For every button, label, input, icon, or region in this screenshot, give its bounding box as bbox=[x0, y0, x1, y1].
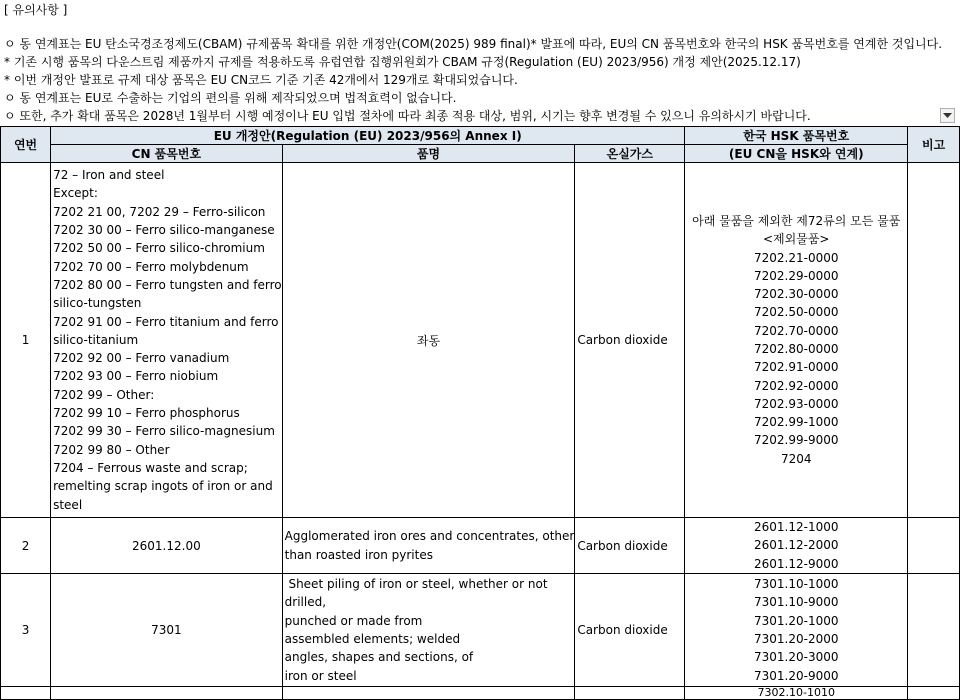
gas-cell: Carbon dioxide bbox=[575, 518, 685, 574]
cn-line: steel bbox=[53, 497, 83, 512]
hsk-line: 7202.80-0000 bbox=[753, 342, 839, 356]
serial-cell bbox=[1, 687, 51, 700]
note-line: * 이번 개정안 발표로 규제 대상 품목은 EU CN코드 기준 기존 42개에서 129개로 확대되었습니다. bbox=[4, 73, 518, 87]
header-hsk-line1: 한국 HSK 품목번호 bbox=[685, 127, 908, 145]
cn-line: remelting scrap ingots of iron or and bbox=[53, 479, 273, 494]
notes-heading: [ 유의사항 ] bbox=[4, 3, 68, 17]
cn-code-cell: 7301 bbox=[51, 574, 283, 687]
hsk-line: 7202.70-0000 bbox=[753, 323, 839, 338]
cn-line: 7202 99 – Other: bbox=[53, 387, 155, 402]
hsk-line: 7204 bbox=[780, 451, 812, 466]
name-line: iron or steel bbox=[284, 668, 357, 683]
product-name-cell bbox=[282, 574, 575, 687]
hsk-line: 7202.92-0000 bbox=[753, 378, 839, 393]
header-hsk-line2: (EU CN을 HSK와 연계) bbox=[685, 145, 908, 163]
serial-cell: 1 bbox=[1, 163, 51, 518]
hsk-line: 2601.12-1000 bbox=[753, 520, 839, 535]
gas-cell: Carbon dioxide bbox=[575, 163, 685, 518]
hsk-line: 7202.30-0000 bbox=[753, 287, 839, 302]
table-row bbox=[1, 518, 960, 574]
hsk-line: 7301.20-2000 bbox=[753, 632, 839, 646]
note-line: * 기존 시행 품목의 다운스트림 제품까지 규제를 적용하도록 유럽연합 집행위원회가 CBAM 규정(Regulation (EU) 2023/956) 개정 제안(2025.12.17) bbox=[4, 55, 801, 69]
cn-line: Except: bbox=[53, 186, 98, 201]
note-line: ㅇ 또한, 추가 확대 품목은 2028년 1월부터 시행 예정이나 EU 입법 절차에 따라 최종 적용 대상, 범위, 시기는 향후 변경될 수 있으니 유의하시기 바랍니다. bbox=[4, 109, 811, 123]
hsk-code-cell bbox=[685, 163, 908, 518]
cbam-mapping-table bbox=[0, 126, 960, 700]
hsk-line: 7202.99-1000 bbox=[753, 415, 839, 430]
hsk-line: 7302.10-1010 bbox=[757, 686, 835, 699]
hsk-line: 7301.20-1000 bbox=[753, 613, 839, 628]
name-line: Sheet piling of iron or steel, whether or not bbox=[284, 577, 548, 592]
name-line: Agglomerated iron ores and concentrates, other bbox=[284, 529, 575, 544]
hsk-code-cell bbox=[685, 687, 908, 700]
header-remark: 비고 bbox=[908, 127, 960, 163]
cn-code-cell: 2601.12.00 bbox=[51, 518, 283, 574]
hsk-line: 2601.12-2000 bbox=[753, 538, 839, 553]
cn-line: 7202 21 00, 7202 29 – Ferro-silicon bbox=[53, 204, 266, 219]
cn-line: 7202 99 10 – Ferro phosphorus bbox=[53, 406, 240, 421]
chevron-down-icon bbox=[943, 113, 952, 119]
header-serial: 연번 bbox=[1, 127, 51, 163]
remark-cell bbox=[908, 518, 960, 574]
hsk-line: <제외물품> bbox=[762, 232, 830, 247]
cn-line: 7202 80 00 – Ferro tungsten and ferro bbox=[53, 277, 282, 292]
remark-cell bbox=[908, 574, 960, 687]
hsk-code-cell bbox=[685, 518, 908, 574]
cn-line: 7202 99 30 – Ferro silico-magnesium bbox=[53, 424, 275, 439]
notes-section bbox=[0, 0, 960, 126]
header-name: 품명 bbox=[282, 145, 575, 163]
cn-line: silico-titanium bbox=[53, 332, 139, 347]
hsk-line: 7202.93-0000 bbox=[753, 396, 839, 411]
hsk-line: 7301.20-3000 bbox=[753, 650, 839, 665]
cn-line: 7202 92 00 – Ferro vanadium bbox=[53, 351, 230, 366]
product-name-cell bbox=[282, 687, 575, 700]
serial-cell: 3 bbox=[1, 574, 51, 687]
cn-line: 7204 – Ferrous waste and scrap; bbox=[53, 460, 248, 475]
cn-line: 72 – Iron and steel bbox=[53, 168, 165, 183]
header-cn: CN 품목번호 bbox=[51, 145, 283, 163]
table-row bbox=[1, 163, 960, 518]
table-row bbox=[1, 574, 960, 687]
cn-line: 7202 30 00 – Ferro silico-manganese bbox=[53, 223, 275, 238]
cn-line: silico-tungsten bbox=[53, 296, 142, 311]
cn-line: 7202 93 00 – Ferro niobium bbox=[53, 369, 219, 384]
gas-cell: Carbon dioxide bbox=[575, 574, 685, 687]
note-line: ㅇ 동 연계표는 EU로 수출하는 기업의 편의를 위해 제작되었으며 법적효력이 없습니다. bbox=[4, 91, 457, 105]
filter-dropdown-button[interactable] bbox=[940, 108, 955, 123]
hsk-line: 7202.99-9000 bbox=[753, 433, 839, 448]
cn-line: 7202 50 00 – Ferro silico-chromium bbox=[53, 241, 265, 256]
name-line: punched or made from bbox=[284, 613, 423, 628]
cn-line: 7202 91 00 – Ferro titanium and ferro bbox=[53, 314, 279, 329]
hsk-code-cell bbox=[685, 574, 908, 687]
serial-cell: 2 bbox=[1, 518, 51, 574]
cn-code-cell bbox=[51, 687, 283, 700]
product-name-cell bbox=[282, 518, 575, 574]
remark-cell bbox=[908, 687, 960, 700]
hsk-line: 7301.20-9000 bbox=[753, 668, 839, 683]
hsk-line: 7202.29-0000 bbox=[753, 268, 839, 283]
product-name-cell: 좌동 bbox=[282, 163, 575, 518]
header-eu-group: EU 개정안(Regulation (EU) 2023/956의 Annex Ⅰ) bbox=[51, 127, 685, 145]
name-line: angles, shapes and sections, of bbox=[284, 650, 474, 665]
header-gas: 온실가스 bbox=[575, 145, 685, 163]
cn-line: 7202 99 80 – Other bbox=[53, 442, 170, 457]
name-line: than roasted iron pyrites bbox=[284, 547, 433, 562]
hsk-line: 아래 물품을 제외한 제72류의 모든 물품 bbox=[692, 213, 901, 228]
hsk-line: 7202.21-0000 bbox=[753, 250, 839, 265]
note-line: ㅇ 동 연계표는 EU 탄소국경조정제도(CBAM) 규제품목 확대를 위한 개정안(COM(2025) 989 final)* 발표에 따라, EU의 CN 품목번호와 한국의 HSK 품목번호를 연계한 것입니다. bbox=[4, 37, 943, 51]
name-line: assembled elements; welded bbox=[284, 632, 461, 646]
hsk-line: 7202.91-0000 bbox=[753, 360, 839, 375]
remark-cell bbox=[908, 163, 960, 518]
hsk-line: 7301.10-1000 bbox=[753, 577, 839, 592]
table-row bbox=[1, 687, 960, 700]
gas-cell bbox=[575, 687, 685, 700]
cn-line: 7202 70 00 – Ferro molybdenum bbox=[53, 259, 249, 274]
hsk-line: 7202.50-0000 bbox=[753, 305, 839, 320]
cn-code-cell bbox=[51, 163, 283, 518]
hsk-line: 7301.10-9000 bbox=[753, 595, 839, 610]
name-line: drilled, bbox=[284, 595, 327, 610]
hsk-line: 2601.12-9000 bbox=[753, 556, 839, 571]
